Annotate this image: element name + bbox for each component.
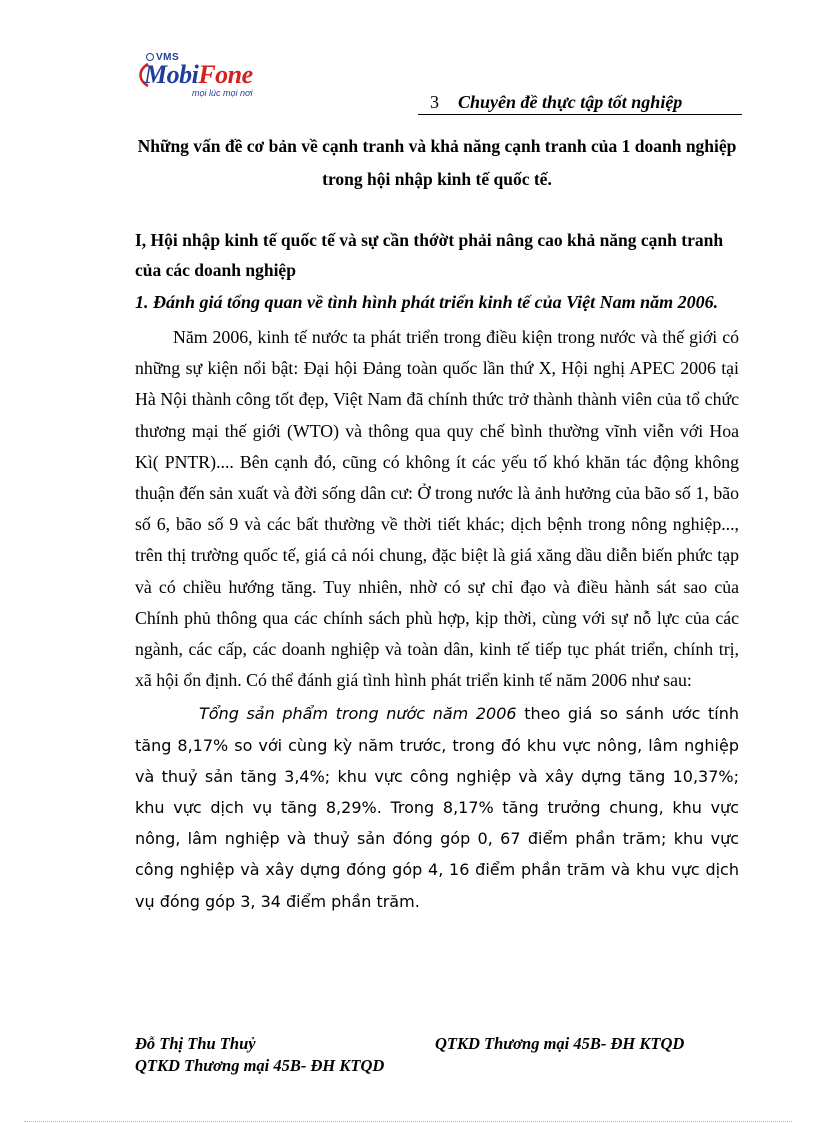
footer-org-right: QTKD Thương mại 45B- ĐH KTQD bbox=[435, 1034, 685, 1053]
paragraph-1: Năm 2006, kinh tế nước ta phát triển trong điều kiện trong nước và thế giới có những sự kiện nổi bật: Đại hội Đảng toàn quốc lần thứ X, Hội nghị APEC 2006 tại Hà Nội thành công tốt đẹp, Việt Nam đã chính thức trở thành thành viên của tổ chức thương mại thế giới (WTO) và thông qua quy chế bình thường vĩnh viễn với Hoa Kì( PNTR).... Bên cạnh đó, cũng có không ít các yếu tố khó khăn tác động không thuận đến sản xuất và đời sống dân cư: Ở trong nước là ảnh hưởng của bão số 1, bão số 6, bão số 9 và các bất thường về thời tiết khác; dịch bệnh trong nông nghiệp..., trên thị trường quốc tế, giá cả nói chung, đặc biệt là giá xăng dầu diễn biến phức tạp và có chiều hướng tăng. Tuy nhiên, nhờ có sự chỉ đạo và điều hành sát sao của Chính phủ thông qua các chính sách phù hợp, kịp thời, cùng với sự nỗ lực của các ngành, các cấp, các doanh nghiệp và toàn dân, kinh tế tiếp tục phát triển, chính trị, xã hội ổn định. Có thể đánh giá tình hình phát triển kinh tế năm 2006 như sau: bbox=[135, 327, 739, 691]
footer-author: Đỗ Thị Thu Thuỷ bbox=[135, 1034, 256, 1053]
footer-org-left: QTKD Thương mại 45B- ĐH KTQD bbox=[135, 1056, 385, 1075]
mobifone-logo bbox=[136, 52, 286, 100]
header-title: Chuyên đề thực tập tốt nghiệp bbox=[458, 92, 683, 112]
paragraph-2-lead: Tổng sản phẩm trong nước năm 2006 bbox=[199, 704, 517, 724]
logo-brand bbox=[144, 60, 253, 90]
page-number: 3 bbox=[430, 92, 439, 112]
page-bottom-border bbox=[24, 1121, 792, 1122]
logo-slogan: mọi lúc mọi nơi bbox=[192, 88, 253, 98]
logo-brand-fone: Fone bbox=[198, 60, 253, 89]
paragraph-2-rest: theo giá so sánh ước tính tăng 8,17% so với cùng kỳ năm trước, trong đó khu vực nông, lâm nghiệp và thuỷ sản tăng 3,4%; khu vực công nghiệp và xây dựng tăng 10,37%; khu vực dịch vụ tăng 8,29%. Trong 8,17% tăng trưởng chung, khu vực nông, lâm nghiệp và thuỷ sản đóng góp 0, 67 điểm phần trăm; khu vực công nghiệp và xây dựng đóng góp 4, 16 điểm phần trăm và khu vực dịch vụ đóng góp 3, 34 điểm phần trăm. bbox=[135, 704, 739, 911]
logo-prefix-text: VMS bbox=[156, 52, 180, 63]
logo-brand-mobi: Mobi bbox=[144, 60, 199, 89]
page-header bbox=[430, 92, 740, 114]
document-title: Những vấn đề cơ bản về cạnh tranh và khả năng cạnh tranh của 1 doanh nghiệp trong hội nhập kinh tế quốc tế. bbox=[137, 136, 737, 189]
header-divider bbox=[418, 114, 742, 115]
paragraph-2 bbox=[135, 698, 739, 916]
section-heading: I, Hội nhập kinh tế quốc tế và sự cần thớờt phải nâng cao khả năng cạnh tranh của các doanh nghiệp bbox=[135, 230, 724, 280]
document-body bbox=[135, 128, 739, 917]
subsection-heading: 1. Đánh giá tổng quan về tình hình phát triển kinh tế của Việt Nam năm 2006. bbox=[135, 292, 719, 312]
